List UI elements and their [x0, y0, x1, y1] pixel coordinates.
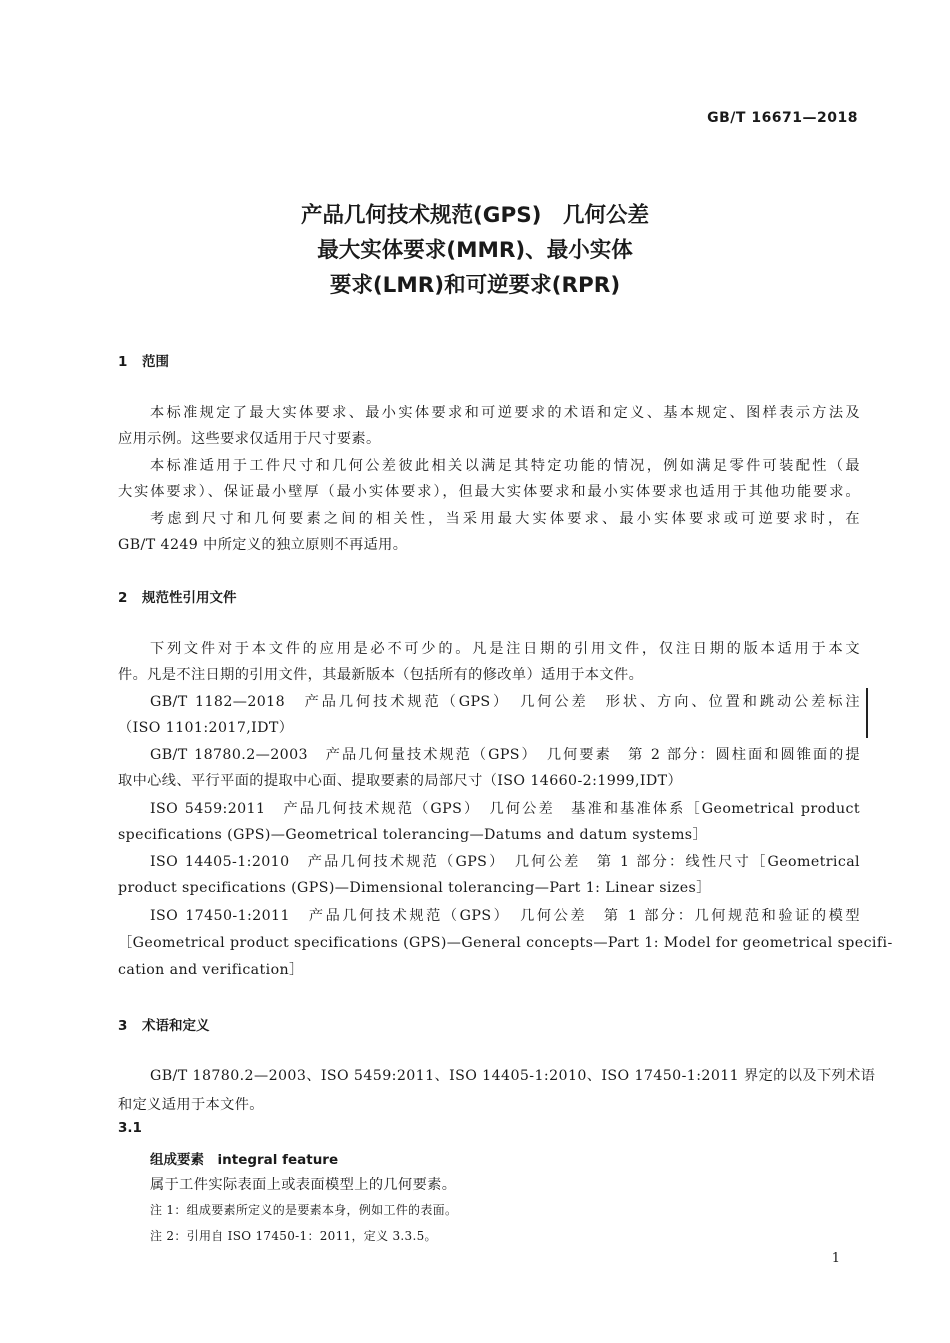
section-1-heading	[118, 350, 169, 370]
section-3-heading	[118, 1014, 210, 1034]
paragraph-line: 考虑到尺寸和几何要素之间的相关性，当采用最大实体要求、最小实体要求或可逆要求时，在	[150, 511, 860, 527]
paragraph-line: 本标准适用于工件尺寸和几何公差彼此相关以满足其特定功能的情况，例如满足零件可装配性（最	[150, 458, 860, 474]
section-title: 术语和定义	[142, 1018, 210, 1034]
reference-line: cation and verification］	[118, 962, 304, 978]
reference-line: ［Geometrical product specifications (GPS)—General concepts—Part 1: Model for geometrical specifi-	[118, 935, 893, 951]
document-title-line-3: 要求(LMR)和可逆要求(RPR)	[329, 273, 621, 298]
reference-line: GB/T 1182—2018 产品几何技术规范（GPS） 几何公差 形状、方向、位置和跳动公差标注	[150, 694, 860, 710]
reference-line: ISO 5459:2011 产品几何技术规范（GPS） 几何公差 基准和基准体系［Geometrical product	[150, 801, 860, 817]
reference-line: GB/T 18780.2—2003 产品几何量技术规范（GPS） 几何要素 第 2 部分：圆柱面和圆锥面的提	[150, 747, 860, 763]
change-bar	[866, 688, 868, 738]
paragraph-line: 应用示例。这些要求仅适用于尺寸要素。	[118, 431, 381, 447]
term-title: 组成要素 integral feature	[150, 1152, 339, 1168]
standard-code: GB/T 16671—2018	[707, 110, 858, 126]
section-title: 范围	[142, 354, 169, 370]
section-2-heading	[118, 586, 237, 606]
section-number: 3	[118, 1018, 128, 1034]
reference-line: （ISO 1101:2017,IDT）	[118, 720, 294, 736]
paragraph-line: 下列文件对于本文件的应用是必不可少的。凡是注日期的引用文件，仅注日期的版本适用于本文	[150, 641, 860, 657]
paragraph-line: 本标准规定了最大实体要求、最小实体要求和可逆要求的术语和定义、基本规定、图样表示方法及	[150, 405, 860, 421]
document-title-line-2: 最大实体要求(MMR)、最小实体	[317, 238, 633, 263]
paragraph-line: 和定义适用于本文件。	[118, 1097, 264, 1113]
term-note: 注 2：引用自 ISO 17450-1：2011，定义 3.3.5。	[150, 1229, 437, 1243]
paragraph-line: GB/T 4249 中所定义的独立原则不再适用。	[118, 537, 408, 553]
reference-line: specifications (GPS)—Geometrical tolerancing—Datums and datum systems］	[118, 827, 708, 843]
term-number: 3.1	[118, 1120, 142, 1136]
page-number: 1	[831, 1251, 840, 1266]
paragraph-line: 大实体要求）、保证最小壁厚（最小实体要求），但最大实体要求和最小实体要求也适用于其他功能要求。	[118, 484, 860, 500]
section-number: 2	[118, 590, 128, 606]
section-title: 规范性引用文件	[142, 590, 237, 606]
reference-line: ISO 17450-1:2011 产品几何技术规范（GPS） 几何公差 第 1 部分：几何规范和验证的模型	[150, 908, 860, 924]
reference-line: 取中心线、平行平面的提取中心面、提取要素的局部尺寸（ISO 14660-2:1999,IDT）	[118, 773, 683, 789]
document-title-line-1: 产品几何技术规范(GPS) 几何公差	[300, 203, 650, 228]
reference-line: ISO 14405-1:2010 产品几何技术规范（GPS） 几何公差 第 1 部分：线性尺寸［Geometrical	[150, 854, 860, 870]
term-note: 注 1：组成要素所定义的是要素本身，例如工件的表面。	[150, 1203, 458, 1217]
section-number: 1	[118, 354, 128, 370]
paragraph-line: GB/T 18780.2—2003、ISO 5459:2011、ISO 14405-1:2010、ISO 17450-1:2011 界定的以及下列术语	[150, 1068, 876, 1084]
paragraph-line: 件。凡是不注日期的引用文件，其最新版本（包括所有的修改单）适用于本文件。	[118, 667, 644, 683]
term-definition: 属于工件实际表面上或表面模型上的几何要素。	[150, 1177, 457, 1193]
reference-line: product specifications (GPS)—Dimensional tolerancing—Part 1: Linear sizes］	[118, 880, 711, 896]
